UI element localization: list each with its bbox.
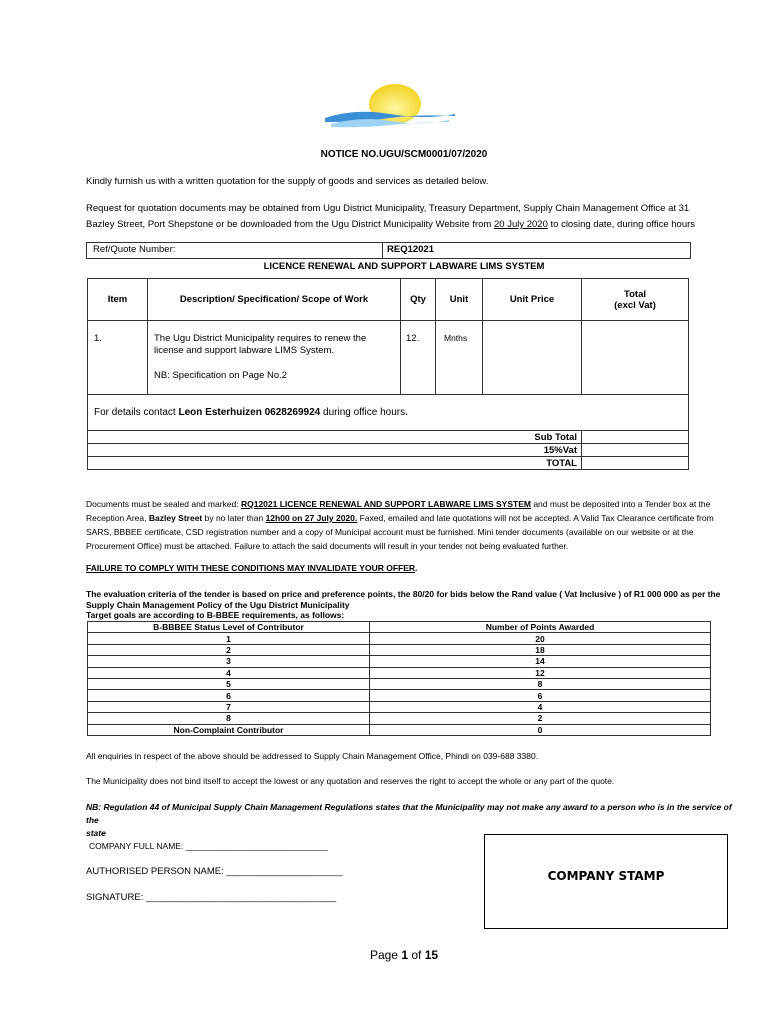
table-row [88,667,711,678]
intro-text: Kindly furnish us with a written quotation for the supply of goods and services as detailed below. [86,176,489,187]
contact-row [88,395,689,431]
documents-paragraph [86,497,726,553]
bbbee-points: 6 [370,690,711,701]
documents-ref: RQ12021 LICENCE RENEWAL AND SUPPORT LABWARE LIMS SYSTEM [240,499,531,509]
evaluation-criteria [86,589,736,621]
bbbee-level: 8 [88,713,370,724]
documents-deadline: 12h00 on 27 July 2020. [265,513,358,523]
authorised-person-field[interactable]: AUTHORISED PERSON NAME: ______________________ [86,866,343,877]
enquiries-text: All enquiries in respect of the above should be addressed to Supply Chain Management Office, Phindi on 039-688 3380. [86,751,539,761]
bbbee-header-row [88,622,711,633]
quote-item-row [88,321,689,395]
request-line2-end: to closing date, during office hours [547,219,696,230]
item-total [582,321,689,395]
bbbee-points: 12 [370,667,711,678]
table-title: LICENCE RENEWAL AND SUPPORT LABWARE LIMS SYSTEM [263,261,545,272]
subtotal-value [582,431,689,444]
vat-row [88,444,689,457]
bbbee-level: Non-Complaint Contributor [88,724,370,735]
bbbee-points: 0 [370,724,711,735]
header-description: Description/ Specification/ Scope of Work [148,279,401,321]
table-row [88,656,711,667]
notice-number: NOTICE NO.UGU/SCM0001/07/2020 [320,149,488,160]
bbbee-points: 2 [370,713,711,724]
bbbee-col1-header: B-BBBEE Status Level of Contributor [88,622,370,633]
bbbee-level: 7 [88,701,370,712]
failure-period: . [415,563,418,573]
company-full-name-field[interactable]: COMPANY FULL NAME: ______________________________ [89,841,328,851]
bbbee-table [87,621,711,736]
contact-name: Leon Esterhuizen 0628269924 [178,407,321,418]
table-row [88,690,711,701]
table-row [88,713,711,724]
bbbee-level: 4 [88,667,370,678]
item-note: NB: Specification on Page No.2 [154,370,288,381]
ref-value: REQ12021 [387,244,435,255]
bbbee-level: 1 [88,633,370,644]
table-row [88,678,711,689]
nb-regulation-line2: state [86,828,106,838]
ref-box [86,242,691,259]
evaluation-line2: Supply Chain Management Policy of the Ugu District Municipality [86,599,350,610]
contact-cell [88,395,689,431]
request-date: 20 July 2020 [494,219,548,230]
evaluation-line1: The evaluation criteria of the tender is based on price and preference points, the 80/20 for bids below the Rand value ( Vat Inclusive ) of R1 000 000 as per the [86,589,721,599]
bbbee-level: 6 [88,690,370,701]
subtotal-label: Sub Total [88,431,582,444]
total-value [582,457,689,470]
table-row [88,644,711,655]
header-unit-price: Unit Price [483,279,582,321]
signature-field[interactable]: SIGNATURE: ____________________________________ [86,892,337,903]
failure-text: FAILURE TO COMPLY WITH THESE CONDITIONS MAY INVALIDATE YOUR OFFER [86,563,416,573]
header-item: Item [88,279,148,321]
documents-line4: Procurement Office) must be attached. Failure to attach the said documents will result in your tender not being evaluated further. [86,541,569,551]
contact-text: For details contact [94,407,179,418]
ugu-logo [325,80,455,130]
footer-page-num: 1 [401,948,408,962]
total-label: TOTAL [88,457,582,470]
stamp-label: COMPANY STAMP [547,869,665,883]
bbbee-level: 2 [88,644,370,655]
bbbee-points: 14 [370,656,711,667]
request-text [86,201,706,233]
table-row [88,633,711,644]
documents-line2: Reception Area, Bazley Street by no later than 12h00 on 27 July 2020. Faxed, emailed and late quotations will not be accepted. A Valid Tax Clearance certificate from [86,513,714,523]
page-footer [0,948,770,962]
footer-page-word: Page [369,948,402,962]
subtotal-row [88,431,689,444]
item-number: 1. [88,321,148,395]
ref-label: Ref/Quote Number: [93,244,176,255]
bbbee-level: 3 [88,656,370,667]
contact-period: . [405,407,408,418]
company-stamp-box [484,834,728,929]
bbbee-points: 4 [370,701,711,712]
bbbee-points: 20 [370,633,711,644]
item-unit: Mnths [436,321,483,395]
vat-label: 15%Vat [88,444,582,457]
item-qty: 12. [401,321,436,395]
header-total-line1: Total [624,288,646,300]
table-row [88,724,711,735]
header-total [582,279,689,321]
contact-text-end: during office hours [320,407,406,418]
item-description-cell [148,321,401,395]
header-qty: Qty [401,279,436,321]
total-row [88,457,689,470]
quote-table [87,278,689,470]
failure-warning [86,563,417,573]
header-total-line2: (excl Vat) [614,299,656,311]
not-bind-text: The Municipality does not bind itself to accept the lowest or any quotation and reserves the right to accept the whole or any part of the quote. [86,776,615,786]
documents-line3: SARS, BBBEE certificate, CSD registration number and a copy of Municipal account must be furnished. Mini tender documents (available on our website or at the [86,527,694,537]
bbbee-points: 8 [370,678,711,689]
nb-regulation-line1: NB: Regulation 44 of Municipal Supply Chain Management Regulations states that the Municipality may not make any award to a person who is in the service of the [86,802,732,825]
quote-header-row [88,279,689,321]
footer-of-word: of [408,948,425,962]
bbbee-col2-header: Number of Points Awarded [370,622,711,633]
documents-street: Bazley Street [148,513,203,523]
item-unit-price [483,321,582,395]
request-line2: Bazley Street, Port Shepstone or be downloaded from the Ugu District Municipality Website from [86,219,494,230]
ref-divider [382,243,383,258]
header-unit: Unit [436,279,483,321]
table-row [88,701,711,712]
request-line1: Request for quotation documents may be obtained from Ugu District Municipality, Treasury Department, Supply Chain Management Office at 31 [86,203,690,214]
evaluation-line3: Target goals are according to B-BBEE requirements, as follows: [86,610,345,620]
bbbee-points: 18 [370,644,711,655]
vat-value [582,444,689,457]
item-description: The Ugu District Municipality requires to renew the license and support labware LIMS System. [154,333,367,356]
documents-line1: Documents must be sealed and marked: RQ12021 LICENCE RENEWAL AND SUPPORT LABWARE LIMS SYSTEM and must be deposited into a Tender box at the [86,499,711,509]
footer-total-pages: 15 [424,948,439,962]
bbbee-level: 5 [88,678,370,689]
